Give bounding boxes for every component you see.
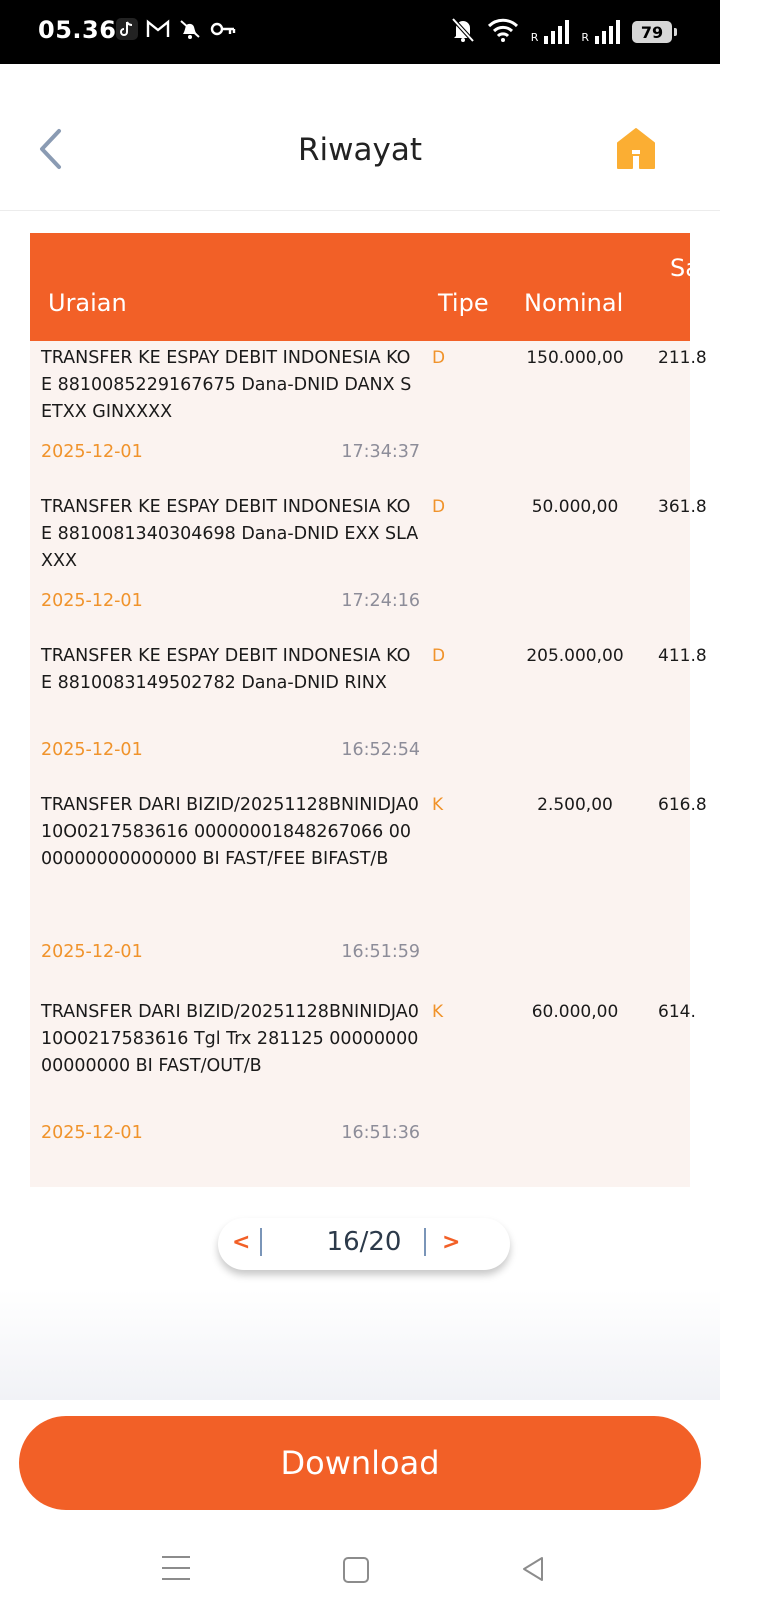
wifi-icon (487, 18, 519, 46)
back-triangle-icon[interactable] (520, 1555, 546, 1587)
row-type: D (432, 646, 446, 666)
row-amount: 2.500,00 (537, 795, 613, 815)
row-type: D (432, 348, 446, 368)
bell-off-icon (451, 17, 475, 47)
row-amount: 150.000,00 (526, 348, 624, 368)
row-time: 16:52:54 (341, 740, 420, 760)
battery-level: 79 (640, 22, 664, 42)
pagination (218, 1218, 510, 1270)
row-description: TRANSFER DARI BIZID/20251128BNINIDJA010O0217583616 00000001848267066 0000000000000000 BI FAST/FEE BIFAST/B (41, 795, 419, 869)
page-title: Riwayat (298, 132, 422, 168)
notification-off-icon (178, 18, 202, 44)
table-header (30, 233, 724, 341)
row-date: 2025-12-01 (41, 442, 143, 462)
next-page-button[interactable]: > (442, 1230, 461, 1255)
signal-label: R (581, 31, 589, 44)
column-saldo: Sa A (670, 254, 724, 282)
row-type: K (432, 795, 444, 815)
row-date: 2025-12-01 (41, 591, 143, 611)
status-right-icons (451, 17, 672, 47)
status-time: 05.36 (38, 16, 117, 44)
row-description: TRANSFER KE ESPAY DEBIT INDONESIA KOE 8810085229167675 Dana-DNID DANX SETXX GINXXXX (41, 348, 412, 422)
home-icon (614, 126, 658, 172)
gmail-icon (146, 19, 170, 43)
row-description: TRANSFER KE ESPAY DEBIT INDONESIA KOE 8810081340304698 Dana-DNID EXX SLAXXX (41, 497, 419, 571)
download-button[interactable] (19, 1416, 701, 1510)
row-balance: 411.8 (658, 646, 707, 666)
row-amount: 205.000,00 (526, 646, 624, 666)
prev-page-button[interactable]: < (232, 1230, 251, 1255)
column-nominal: Nominal (524, 289, 624, 317)
row-time: 16:51:36 (341, 1123, 420, 1143)
row-amount: 50.000,00 (531, 497, 619, 517)
page-indicator: 16/20 (326, 1227, 402, 1257)
home-square-icon[interactable] (343, 1557, 369, 1583)
row-balance: 361.8 (658, 497, 707, 517)
signal-icon (581, 20, 620, 44)
row-type: K (432, 1002, 444, 1022)
row-description: TRANSFER KE ESPAY DEBIT INDONESIA KOE 8810083149502782 Dana-DNID RINX (41, 646, 411, 693)
status-bar (0, 0, 720, 64)
row-balance: 616.8 (658, 795, 707, 815)
row-balance: 211.8 (658, 348, 707, 368)
column-uraian: Uraian (48, 289, 127, 317)
battery-icon (632, 21, 672, 43)
key-icon (210, 19, 236, 43)
row-date: 2025-12-01 (41, 942, 143, 962)
app-header (0, 64, 720, 211)
signal-label: R (530, 31, 539, 44)
download-label: Download (280, 1444, 440, 1482)
status-left-icons (116, 18, 236, 44)
home-button[interactable] (614, 126, 658, 172)
transaction-table[interactable] (30, 233, 724, 1187)
row-time: 16:51:59 (341, 942, 420, 962)
recent-apps-icon[interactable] (162, 1556, 190, 1589)
row-type: D (432, 497, 446, 517)
row-time: 17:24:16 (341, 591, 420, 611)
row-time: 17:34:37 (341, 442, 420, 462)
system-nav-bar (0, 1530, 720, 1612)
row-amount: 60.000,00 (531, 1002, 619, 1022)
signal-icon (531, 20, 570, 44)
divider (260, 1228, 262, 1256)
row-balance: 614. (658, 1002, 696, 1022)
row-date: 2025-12-01 (41, 740, 143, 760)
column-tipe: Tipe (438, 289, 489, 317)
row-date: 2025-12-01 (41, 1123, 143, 1143)
bottom-fade (0, 1290, 720, 1400)
row-description: TRANSFER DARI BIZID/20251128BNINIDJA010O0217583616 Tgl Trx 281125 0000000000000000 BI FAST/OUT/B (41, 1002, 419, 1076)
tiktok-icon (116, 18, 138, 44)
divider (424, 1228, 426, 1256)
